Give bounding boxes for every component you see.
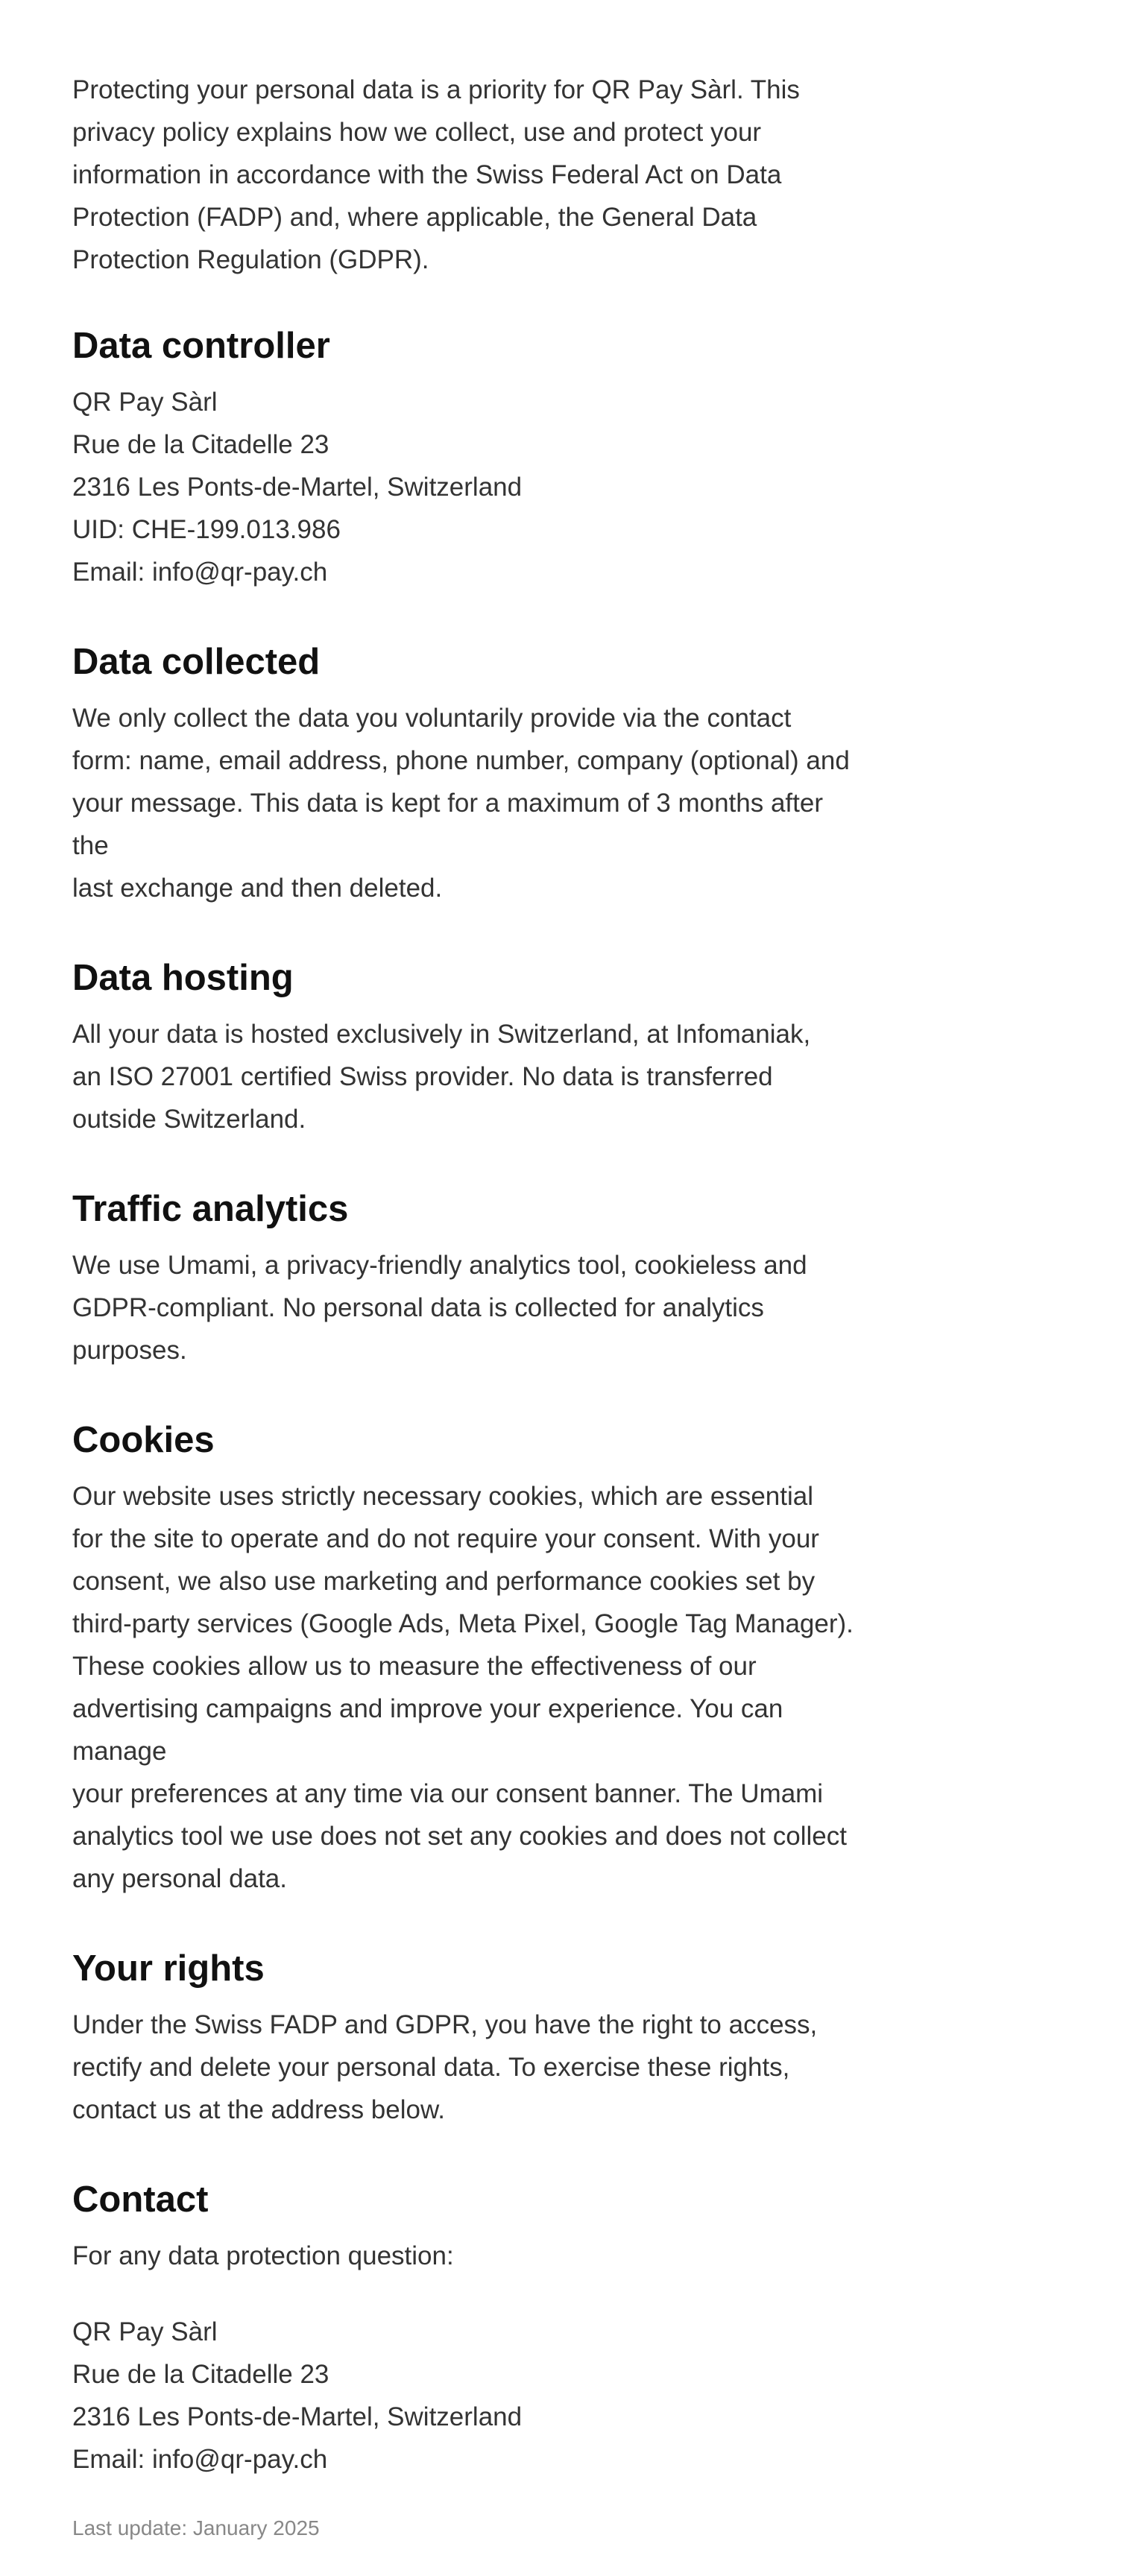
heading-cookies: Cookies	[72, 1420, 215, 1460]
section-contact	[72, 2177, 865, 2481]
heading-data-controller: Data controller	[72, 326, 330, 366]
address-line: Rue de la Citadelle 23	[72, 430, 329, 459]
address-line: QR Pay Sàrl	[72, 2317, 218, 2346]
data-collected-paragraph: We only collect the data you voluntarily provide via the contact form: name, email address, phone number, company (optional) and your message. This data is kept for a maximum of 3 months after the last exchange and then deleted.	[72, 704, 850, 903]
address-line: QR Pay Sàrl	[72, 388, 218, 417]
address-line: 2316 Les Ponts-de-Martel, Switzerland	[72, 2402, 523, 2431]
controller-address	[72, 381, 865, 593]
heading-data-collected: Data collected	[72, 642, 321, 682]
contact-address	[72, 2311, 865, 2481]
email-line: Email: info@qr-pay.ch	[72, 558, 328, 587]
heading-contact: Contact	[72, 2179, 209, 2220]
heading-your-rights: Your rights	[72, 1948, 265, 1989]
section-traffic-analytics	[72, 1187, 865, 1371]
section-data-collected	[72, 640, 865, 909]
heading-data-hosting: Data hosting	[72, 958, 294, 998]
heading-traffic-analytics: Traffic analytics	[72, 1189, 349, 1229]
data-hosting-paragraph: All your data is hosted exclusively in Switzerland, at Infomaniak, an ISO 27001 certified Swiss provider. No data is transferred outside Switzerland.	[72, 1020, 811, 1134]
section-cookies	[72, 1418, 865, 1900]
address-line: Rue de la Citadelle 23	[72, 2360, 329, 2389]
your-rights-paragraph: Under the Swiss FADP and GDPR, you have the right to access, rectify and delete your personal data. To exercise these rights, contact us at the address below.	[72, 2010, 818, 2124]
cookies-paragraph: Our website uses strictly necessary cookies, which are essential for the site to operate and do not require your consent. With your consent, we also use marketing and performance cookies set by third-party services (Google Ads, Meta Pixel, Google Tag Manager). These cookies allow us to measure the effectiveness of our advertising campaigns and improve your experience. You can manage your preferences at any time via our consent banner. The Umami analytics tool we use does not set any cookies and does not collect any personal data.	[72, 1482, 854, 1893]
uid-line: UID: CHE-199.013.986	[72, 515, 341, 544]
last-update: Last update: January 2025	[72, 2516, 320, 2539]
section-data-controller	[72, 323, 865, 593]
section-data-hosting	[72, 956, 865, 1140]
email-line: Email: info@qr-pay.ch	[72, 2445, 328, 2474]
section-your-rights	[72, 1946, 865, 2131]
address-line: 2316 Les Ponts-de-Martel, Switzerland	[72, 473, 523, 502]
traffic-analytics-paragraph: We use Umami, a privacy-friendly analytics tool, cookieless and GDPR-compliant. No personal data is collected for analytics purposes.	[72, 1251, 807, 1365]
contact-intro: For any data protection question:	[72, 2241, 454, 2270]
intro-paragraph: Protecting your personal data is a priority for QR Pay Sàrl. This privacy policy explains how we collect, use and protect your information in accordance with the Swiss Federal Act on Data Protection (FADP) and, where applicable, the General Data Protection Regulation (GDPR).	[72, 75, 800, 274]
